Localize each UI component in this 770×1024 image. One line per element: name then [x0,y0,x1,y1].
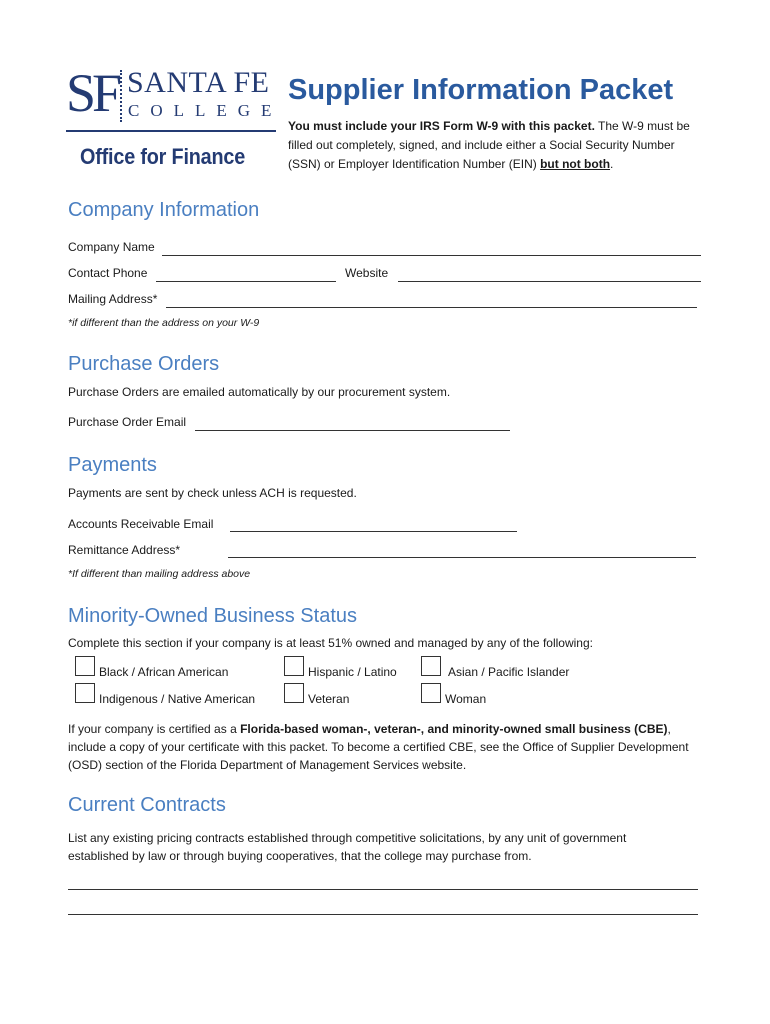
cbe-post: , include a copy of your certificate with this packet. To become a certified CBE, see the Office of Supplier Development (OSD) section of the Florida Department of Management Services website. [68,722,689,772]
po-email-label: Purchase Order Email [68,415,187,429]
cbe-bold: Florida-based woman-, veteran-, and minority-owned small business (CBE) [240,722,668,736]
website-label: Website [345,266,389,280]
option-label: Black / African American [99,665,229,679]
po-email-field[interactable] [195,430,510,431]
option-label: Hispanic / Latino [308,665,397,679]
ar-email-field[interactable] [230,531,517,532]
contact-phone-field[interactable] [156,281,336,282]
minority-desc: Complete this section if your company is at least 51% owned and managed by any of the following: [68,636,593,650]
intro-underline: but not both [540,157,611,171]
intro-text [288,117,708,174]
mailing-address-field[interactable] [166,307,697,308]
checkbox-asian-pacific-islander[interactable] [421,656,441,676]
ar-email-label: Accounts Receivable Email [68,517,214,531]
department-name: Office for Finance [80,144,246,169]
company-note: *if different than the address on your W-9 [68,317,260,329]
payments-heading: Payments [68,454,157,476]
contracts-line-1[interactable] [68,889,698,890]
logo-name: SANTA FE [127,66,270,99]
checkbox-hispanic-latino[interactable] [284,656,304,676]
contracts-desc: List any existing pricing contracts established through competitive solicitations, by any unit of government established by law or through buying cooperatives, that the college may purchase from. [68,831,627,863]
logo-divider [120,70,122,122]
contracts-heading: Current Contracts [68,794,226,816]
minority-heading: Minority-Owned Business Status [68,605,358,627]
option-label: Veteran [308,692,350,706]
logo-monogram: SF [66,63,119,123]
option-label: Asian / Pacific Islander [448,665,570,679]
company-heading: Company Information [68,199,260,221]
logo-rule [66,130,276,132]
remittance-label: Remittance Address* [68,543,181,557]
checkbox-black-african-american[interactable] [75,656,95,676]
logo-college: COLLEGE [128,101,283,120]
contracts-line-2[interactable] [68,914,698,915]
purchase-desc: Purchase Orders are emailed automatically by our procurement system. [68,385,451,399]
remittance-field[interactable] [228,557,696,558]
cbe-pre: If your company is certified as a [68,722,241,736]
company-name-field[interactable] [162,255,701,256]
page-title: Supplier Information Packet [288,74,674,106]
mailing-address-label: Mailing Address* [68,292,158,306]
intro-end: . [610,157,614,171]
option-label: Woman [445,692,487,706]
company-name-label: Company Name [68,240,155,254]
intro-body: The W-9 must be filled out completely, signed, and include either a Social Security Number (SSN) or Employer Identification Number (EIN) [288,119,690,171]
intro-bold: You must include your IRS Form W-9 with this packet. [288,119,595,133]
contact-phone-label: Contact Phone [68,266,148,280]
payments-note: *If different than mailing address above [68,568,251,580]
checkbox-woman[interactable] [421,683,441,703]
cbe-paragraph [68,720,708,774]
option-label: Indigenous / Native American [99,692,256,706]
website-field[interactable] [398,281,701,282]
payments-desc: Payments are sent by check unless ACH is requested. [68,486,357,500]
purchase-heading: Purchase Orders [68,353,220,375]
checkbox-indigenous-native-american[interactable] [75,683,95,703]
checkbox-veteran[interactable] [284,683,304,703]
